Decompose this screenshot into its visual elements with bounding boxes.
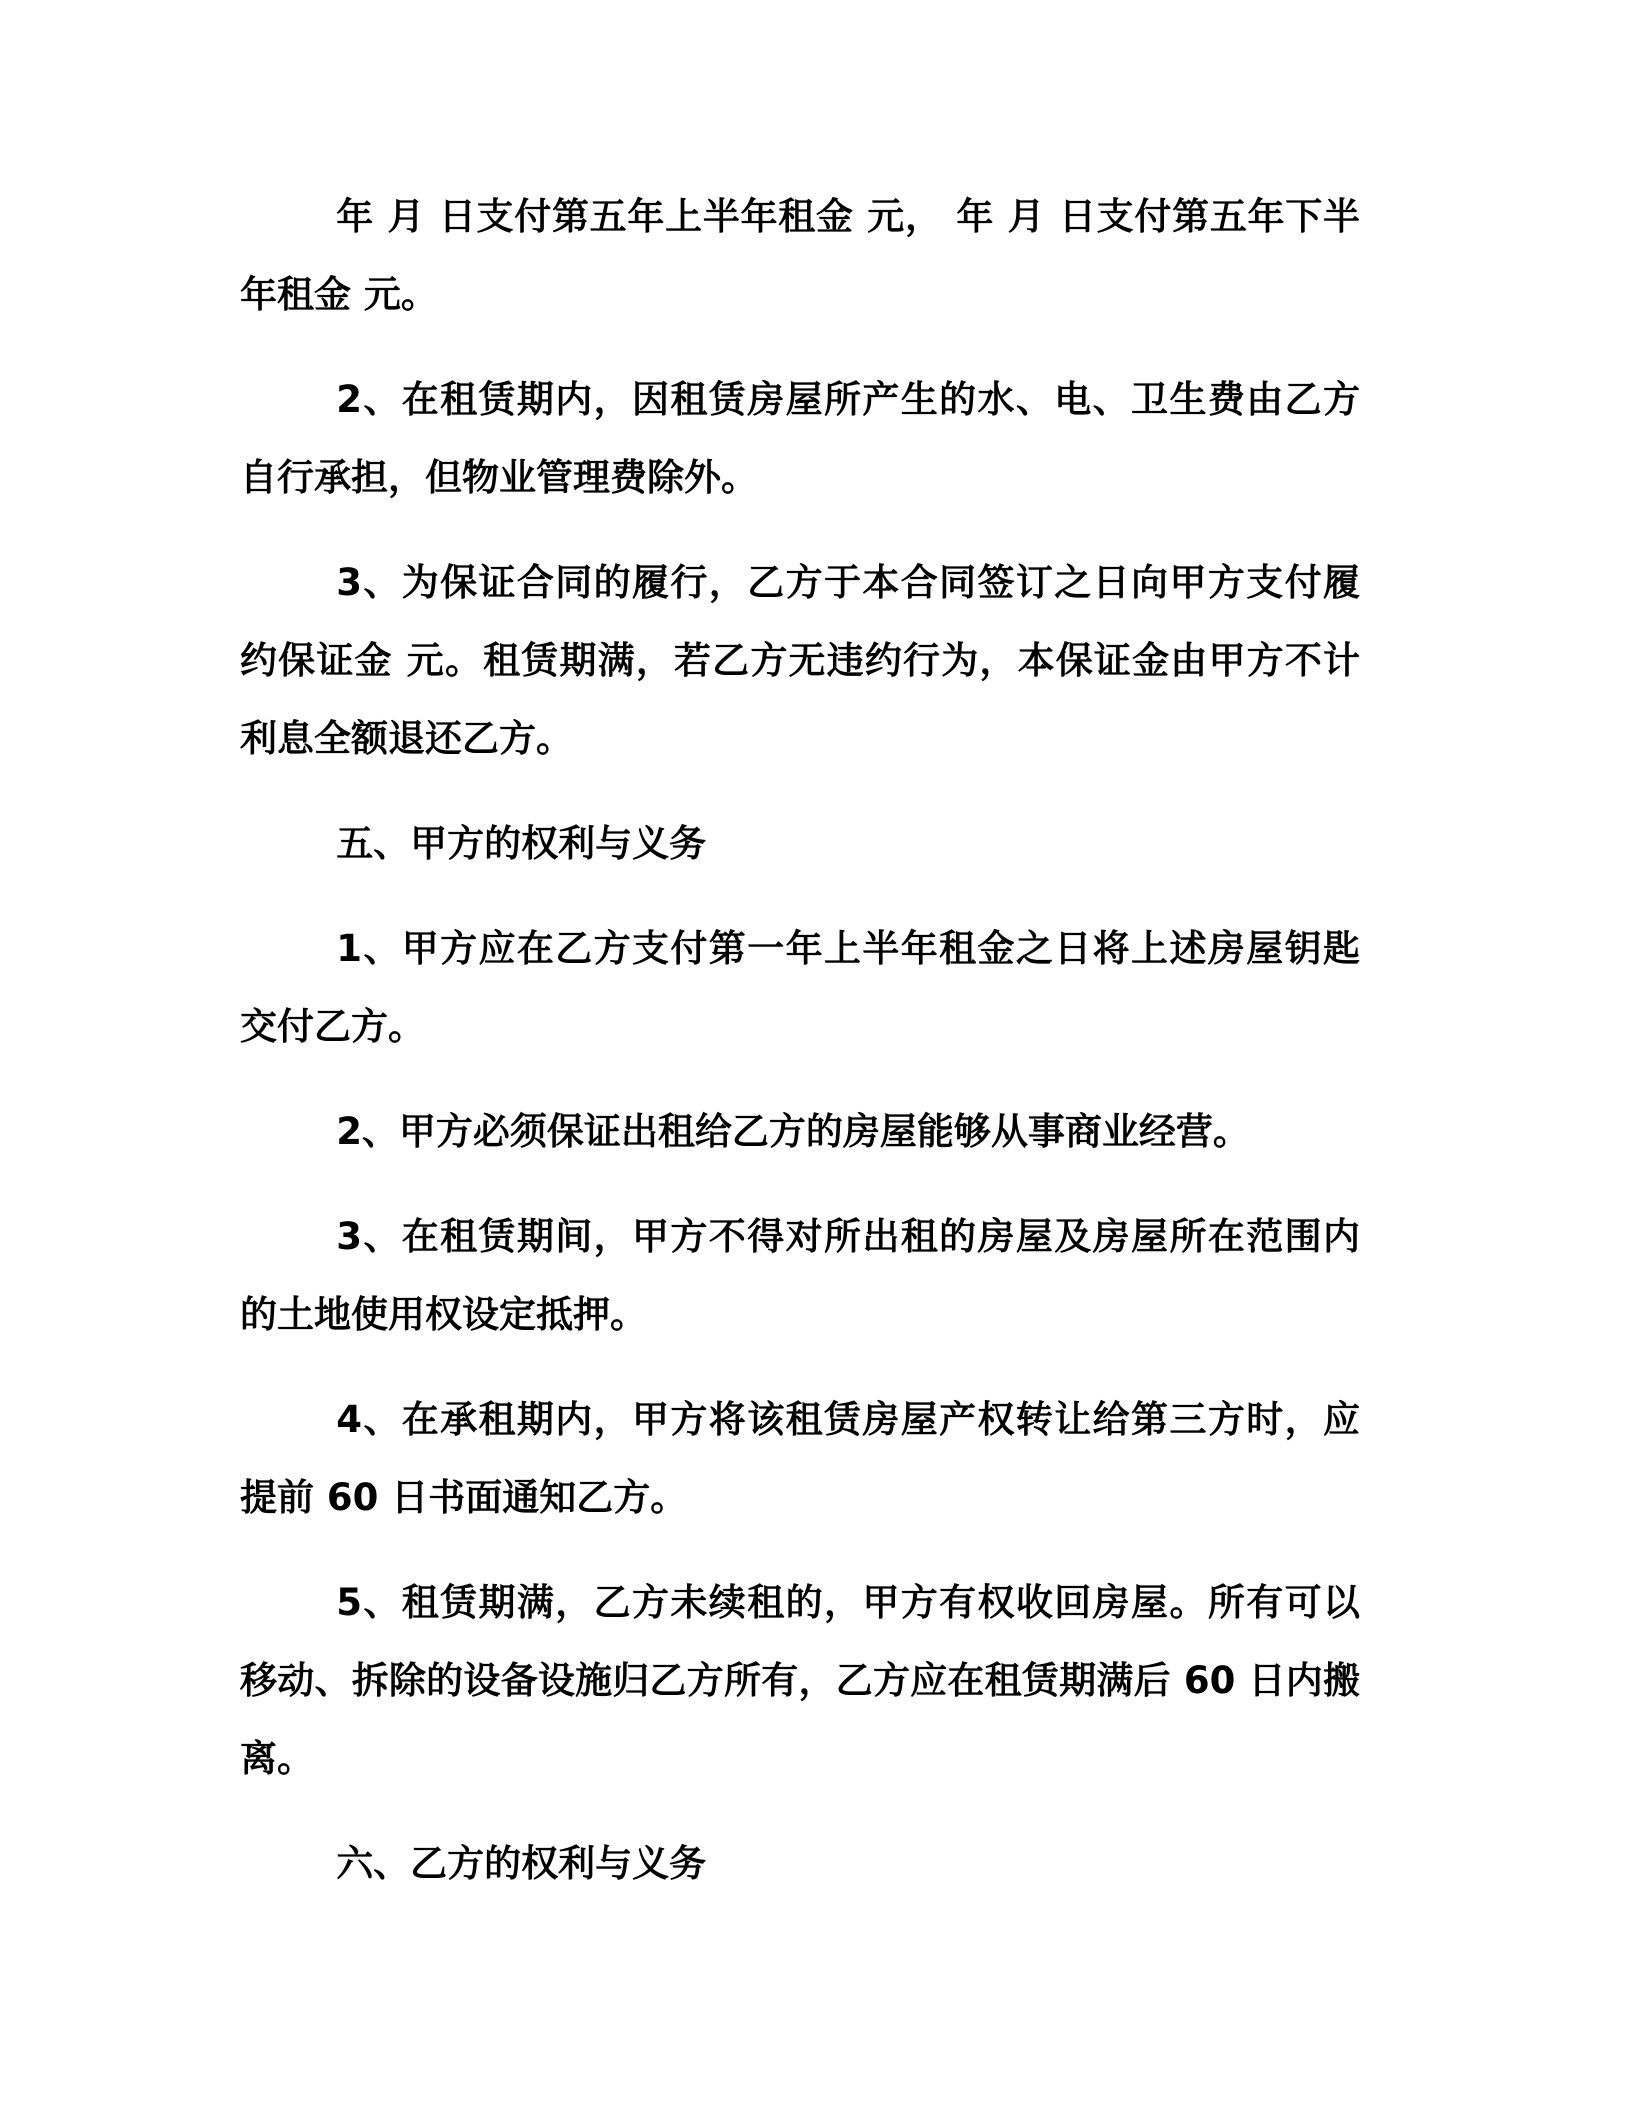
paragraph-key-delivery: 1、甲方应在乙方支付第一年上半年租金之日将上述房屋钥匙交付乙方。 <box>240 927 1360 1048</box>
section-heading-party-a: 五、甲方的权利与义务 <box>336 822 707 865</box>
section-heading-party-b: 六、乙方的权利与义务 <box>336 1842 707 1885</box>
document-body <box>240 178 1360 1930</box>
paragraph-commercial-use: 2、甲方必须保证出租给乙方的房屋能够从事商业经营。 <box>336 1110 1250 1153</box>
paragraph-deposit: 3、为保证合同的履行，乙方于本合同签订之日向甲方支付履约保证金 元。租赁期满，若乙方无违约行为，本保证金由甲方不计利息全额退还乙方。 <box>240 561 1360 760</box>
paragraph-lease-expiry: 5、租赁期满，乙方未续租的，甲方有权收回房屋。所有可以移动、拆除的设备设施归乙方所有，乙方应在租赁期满后 60 日内搬离。 <box>240 1581 1360 1780</box>
paragraph-fifth-year-rent: 年 月 日支付第五年上半年租金 元， 年 月 日支付第五年下半年租金 元。 <box>240 195 1360 316</box>
paragraph-transfer-notice: 4、在承租期内，甲方将该租赁房屋产权转让给第三方时，应提前 60 日书面通知乙方。 <box>240 1398 1360 1519</box>
paragraph-utilities: 2、在租赁期内，因租赁房屋所产生的水、电、卫生费由乙方自行承担，但物业管理费除外。 <box>240 378 1360 499</box>
paragraph-no-mortgage: 3、在租赁期间，甲方不得对所出租的房屋及房屋所在范围内的土地使用权设定抵押。 <box>240 1215 1360 1336</box>
